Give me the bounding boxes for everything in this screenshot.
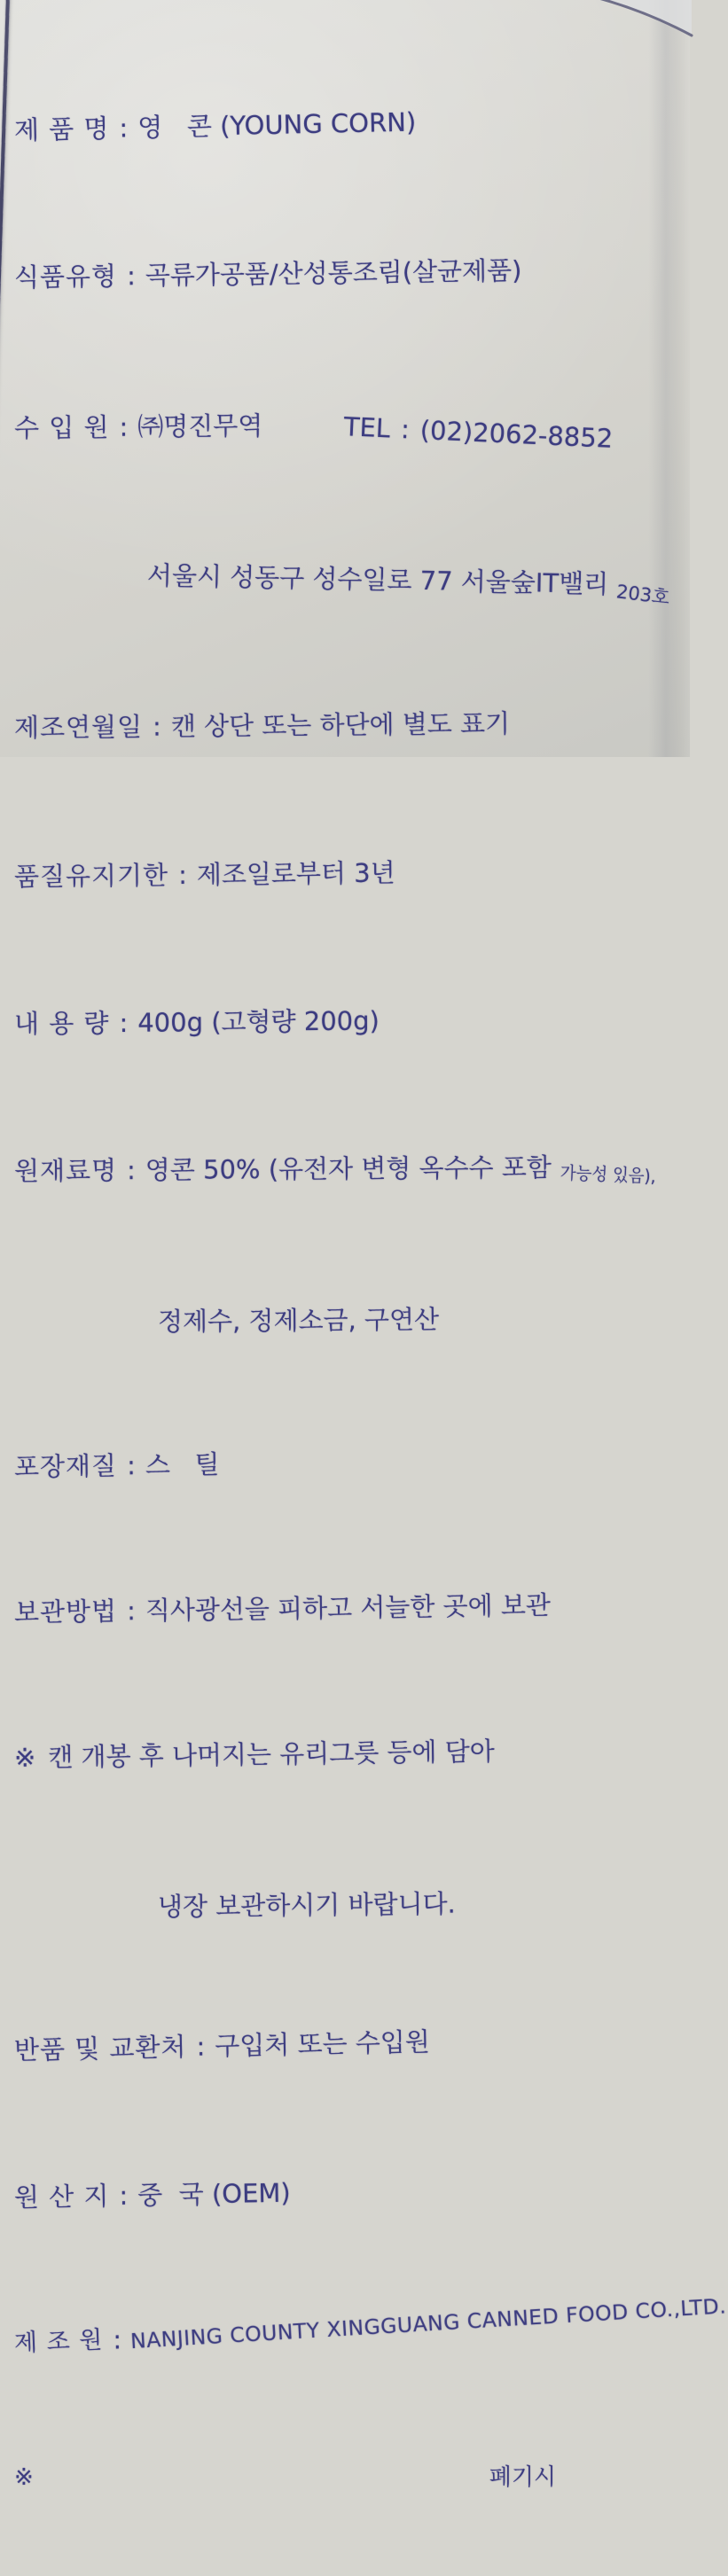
importer-address-unit: 203호 <box>615 581 671 609</box>
reference-mark-icon: ※ <box>14 2464 34 2491</box>
manufacture-date-label: 제조연월일 <box>13 711 144 743</box>
cutoff-line-inner <box>14 2461 556 2494</box>
row-importer-address <box>146 558 691 609</box>
product-name-value: 영 콘 (YOUNG CORN) <box>137 106 417 144</box>
ingredients-label: 원재료명 <box>13 1155 118 1186</box>
food-type-value: 곡류가공품/산성통조림(살균제품) <box>145 255 522 291</box>
colon: : <box>400 414 411 445</box>
row-origin <box>14 2169 691 2214</box>
ingredients-value: 영콘 50% (유전자 변형 옥수수 포함 <box>145 1151 552 1185</box>
colon: : <box>119 113 129 144</box>
manufacturer-label: 제 조 원 <box>13 2326 105 2358</box>
row-returns <box>14 2019 691 2067</box>
row-food-type <box>14 251 690 294</box>
product-name-label: 제 품 명 <box>13 113 110 145</box>
colon: : <box>126 1450 137 1481</box>
colon: : <box>113 2324 122 2355</box>
returns-label: 반품 및 교환처 <box>13 2031 187 2065</box>
colon: : <box>119 411 129 442</box>
colon: : <box>152 711 162 742</box>
row-storage-note-continued <box>158 1885 690 1924</box>
origin-value: 중 국 (OEM) <box>137 2177 291 2211</box>
importer-address-value: 서울시 성동구 성수일로 77 서울숲IT밸리 <box>146 560 609 599</box>
colon: : <box>196 2031 206 2062</box>
returns-value: 구입처 또는 수입원 <box>214 2026 431 2062</box>
row-shelf-life <box>14 853 690 894</box>
reference-mark-icon: ※ <box>13 1742 36 1773</box>
row-ingredients-continued <box>158 1300 690 1339</box>
ingredients-gmo-note: 가능성 있음), <box>560 1161 656 1187</box>
shelf-life-value: 제조일로부터 3년 <box>196 857 395 890</box>
row-storage <box>14 1586 690 1629</box>
colon: : <box>126 1155 136 1186</box>
storage-label: 보관방법 <box>13 1596 118 1628</box>
importer-label: 수 입 원 <box>13 411 110 443</box>
packaging-value: 스 틸 <box>145 1448 220 1480</box>
row-importer <box>13 404 690 454</box>
row-manufacture-date <box>14 705 690 745</box>
manufacture-date-value: 캔 상단 또는 하단에 별도 표기 <box>170 708 511 742</box>
importer-phone <box>343 410 614 456</box>
tel-value: (02)2062-8852 <box>419 415 614 454</box>
colon: : <box>119 2180 129 2211</box>
row-product-name <box>14 99 691 147</box>
cutoff-fragment: 폐기시 <box>489 2464 557 2491</box>
row-manufacturer <box>13 2293 728 2358</box>
storage-note-value: 캔 개봉 후 나머지는 유리그릇 등에 담아 <box>48 1736 496 1773</box>
net-content-value: 400g (고형량 200g) <box>137 1005 380 1038</box>
colon: : <box>126 261 137 292</box>
colon: : <box>126 1596 137 1627</box>
row-storage-note <box>14 1731 690 1775</box>
tel-label: TEL <box>343 411 392 444</box>
row-packaging <box>14 1440 690 1484</box>
row-ingredients <box>14 1150 690 1188</box>
manufacturer-value: NANJING COUNTY XINGGUANG CANNED FOOD CO.,LTD. <box>129 2293 728 2354</box>
origin-label: 원 산 지 <box>13 2181 110 2213</box>
packaging-label: 포장재질 <box>13 1450 118 1482</box>
food-type-label: 식품유형 <box>13 261 118 293</box>
colon: : <box>119 1007 129 1038</box>
shelf-life-label: 품질유지기한 <box>13 860 169 892</box>
storage-value: 직사광선을 피하고 서늘한 곳에 보관 <box>145 1589 552 1626</box>
row-cutoff-line <box>14 2461 690 2491</box>
storage-note-continued-value: 냉장 보관하시기 바랍니다. <box>157 1888 456 1922</box>
importer-value: ㈜명진무역 <box>137 410 263 442</box>
colon: : <box>177 859 188 891</box>
net-content-label: 내 용 량 <box>13 1008 110 1039</box>
ingredients-continued-value: 정제수, 정제소금, 구연산 <box>157 1304 440 1337</box>
row-net-content <box>14 1001 690 1041</box>
